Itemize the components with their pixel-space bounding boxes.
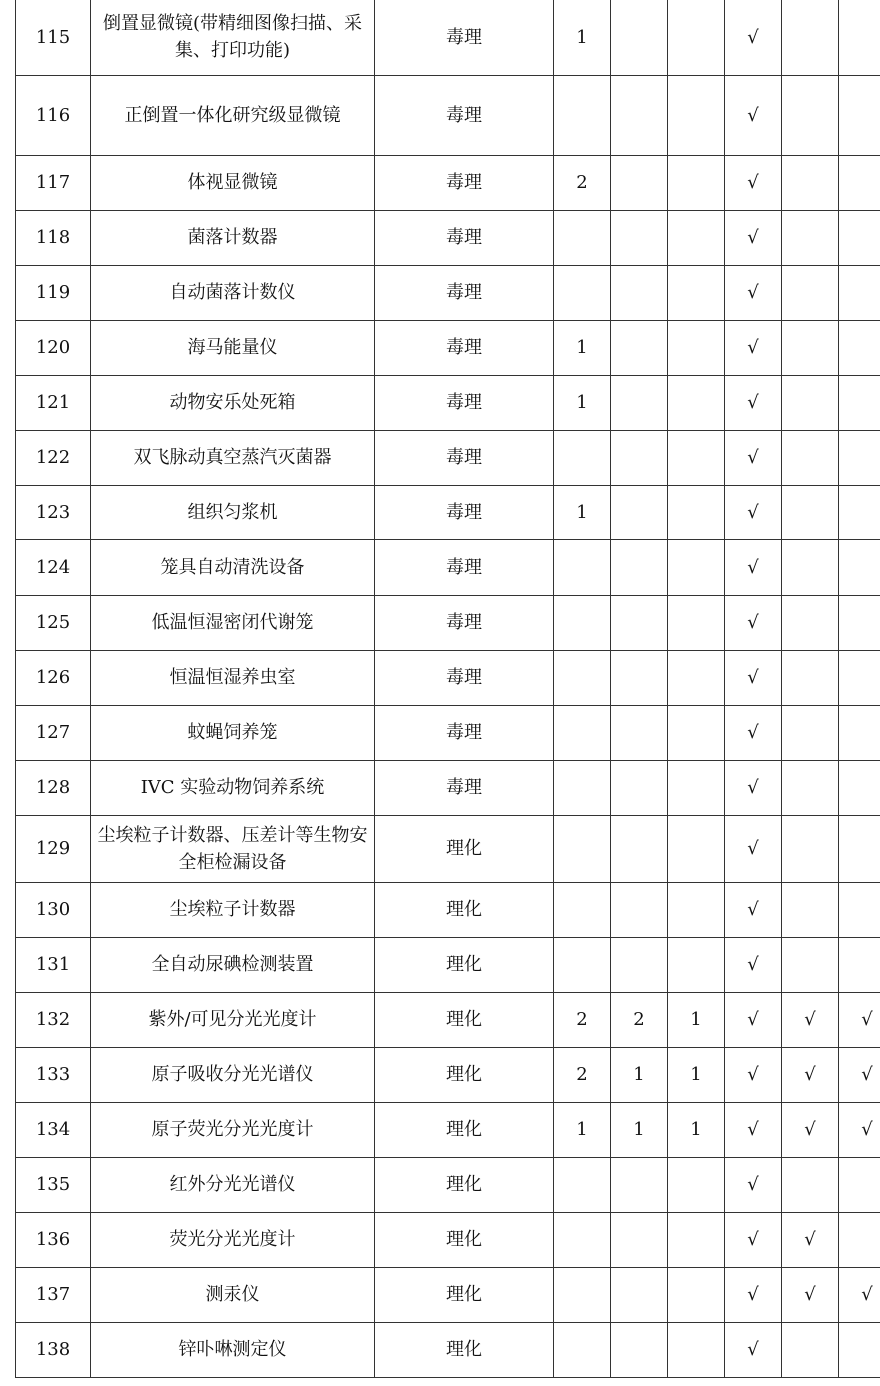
table-row <box>16 992 880 1047</box>
check-cell-2 <box>782 1322 839 1377</box>
row-number-cell: 128 <box>16 760 91 815</box>
count-cell-3 <box>668 1267 725 1322</box>
count-cell-2 <box>611 1157 668 1212</box>
equipment-name-cell: 尘埃粒子计数器、压差计等生物安全柜检漏设备 <box>91 815 375 882</box>
count-cell-2 <box>611 375 668 430</box>
table-row <box>16 1267 880 1322</box>
check-cell-1: √ <box>725 210 782 265</box>
equipment-name-cell: 菌落计数器 <box>91 210 375 265</box>
check-cell-1: √ <box>725 815 782 882</box>
check-cell-2 <box>782 485 839 539</box>
check-cell-3 <box>839 320 880 375</box>
count-cell-2 <box>611 1212 668 1267</box>
check-cell-2 <box>782 539 839 595</box>
equipment-name-cell: 双飞脉动真空蒸汽灭菌器 <box>91 430 375 485</box>
count-cell-3 <box>668 430 725 485</box>
check-cell-2 <box>782 155 839 210</box>
check-cell-3 <box>839 539 880 595</box>
row-number-cell: 117 <box>16 155 91 210</box>
check-cell-2: √ <box>782 1102 839 1157</box>
equipment-name-cell: 笼具自动清洗设备 <box>91 539 375 595</box>
department-cell: 毒理 <box>375 0 554 75</box>
count-cell-2 <box>611 650 668 705</box>
department-cell: 毒理 <box>375 705 554 760</box>
check-cell-1: √ <box>725 937 782 992</box>
department-cell: 毒理 <box>375 760 554 815</box>
count-cell-2 <box>611 155 668 210</box>
count-cell-2 <box>611 595 668 650</box>
row-number-cell: 127 <box>16 705 91 760</box>
equipment-name-cell: 原子吸收分光光谱仪 <box>91 1047 375 1102</box>
count-cell-1: 1 <box>554 1102 611 1157</box>
count-cell-3 <box>668 705 725 760</box>
department-cell: 理化 <box>375 992 554 1047</box>
equipment-name-cell: 红外分光光谱仪 <box>91 1157 375 1212</box>
count-cell-3 <box>668 320 725 375</box>
equipment-name-cell: 动物安乐处死箱 <box>91 375 375 430</box>
row-number-cell: 120 <box>16 320 91 375</box>
check-cell-2 <box>782 265 839 320</box>
count-cell-3 <box>668 0 725 75</box>
check-cell-3 <box>839 0 880 75</box>
count-cell-1 <box>554 595 611 650</box>
check-cell-3 <box>839 155 880 210</box>
department-cell: 毒理 <box>375 650 554 705</box>
check-cell-2 <box>782 882 839 937</box>
department-cell: 理化 <box>375 1102 554 1157</box>
row-number-cell: 124 <box>16 539 91 595</box>
count-cell-1 <box>554 210 611 265</box>
table-row <box>16 1322 880 1377</box>
count-cell-2 <box>611 937 668 992</box>
count-cell-1 <box>554 650 611 705</box>
check-cell-3 <box>839 595 880 650</box>
count-cell-3 <box>668 650 725 705</box>
equipment-name-cell: 锌卟啉测定仪 <box>91 1322 375 1377</box>
check-cell-3 <box>839 882 880 937</box>
check-cell-1: √ <box>725 650 782 705</box>
check-cell-3: √ <box>839 1047 880 1102</box>
equipment-name-cell: 海马能量仪 <box>91 320 375 375</box>
row-number-cell: 136 <box>16 1212 91 1267</box>
check-cell-2 <box>782 0 839 75</box>
check-cell-1: √ <box>725 760 782 815</box>
count-cell-2 <box>611 1267 668 1322</box>
department-cell: 毒理 <box>375 320 554 375</box>
count-cell-3 <box>668 882 725 937</box>
check-cell-1: √ <box>725 265 782 320</box>
count-cell-3 <box>668 1212 725 1267</box>
check-cell-1: √ <box>725 1047 782 1102</box>
row-number-cell: 131 <box>16 937 91 992</box>
count-cell-2 <box>611 210 668 265</box>
count-cell-1: 1 <box>554 0 611 75</box>
count-cell-3 <box>668 539 725 595</box>
row-number-cell: 119 <box>16 265 91 320</box>
check-cell-2 <box>782 430 839 485</box>
equipment-name-cell: 荧光分光光度计 <box>91 1212 375 1267</box>
count-cell-1 <box>554 1322 611 1377</box>
count-cell-3 <box>668 937 725 992</box>
check-cell-2: √ <box>782 992 839 1047</box>
check-cell-2: √ <box>782 1212 839 1267</box>
table-row <box>16 75 880 155</box>
check-cell-2 <box>782 705 839 760</box>
count-cell-1: 1 <box>554 320 611 375</box>
count-cell-2 <box>611 430 668 485</box>
check-cell-3 <box>839 375 880 430</box>
count-cell-1: 1 <box>554 375 611 430</box>
equipment-name-cell: 全自动尿碘检测装置 <box>91 937 375 992</box>
count-cell-2 <box>611 539 668 595</box>
table-row <box>16 0 880 75</box>
table-row <box>16 705 880 760</box>
count-cell-2 <box>611 75 668 155</box>
check-cell-3: √ <box>839 992 880 1047</box>
table-row <box>16 1157 880 1212</box>
count-cell-1 <box>554 539 611 595</box>
row-number-cell: 135 <box>16 1157 91 1212</box>
count-cell-1: 1 <box>554 485 611 539</box>
equipment-table <box>15 0 880 1378</box>
row-number-cell: 132 <box>16 992 91 1047</box>
table-row <box>16 539 880 595</box>
department-cell: 理化 <box>375 1047 554 1102</box>
equipment-name-cell: IVC 实验动物饲养系统 <box>91 760 375 815</box>
row-number-cell: 137 <box>16 1267 91 1322</box>
count-cell-2: 1 <box>611 1102 668 1157</box>
row-number-cell: 126 <box>16 650 91 705</box>
count-cell-2 <box>611 815 668 882</box>
table-row <box>16 375 880 430</box>
check-cell-2 <box>782 320 839 375</box>
check-cell-1: √ <box>725 430 782 485</box>
table-row <box>16 210 880 265</box>
count-cell-3 <box>668 210 725 265</box>
count-cell-2 <box>611 0 668 75</box>
count-cell-3 <box>668 375 725 430</box>
equipment-name-cell: 自动菌落计数仪 <box>91 265 375 320</box>
check-cell-3 <box>839 760 880 815</box>
check-cell-1: √ <box>725 595 782 650</box>
check-cell-3: √ <box>839 1102 880 1157</box>
check-cell-1: √ <box>725 882 782 937</box>
check-cell-2 <box>782 760 839 815</box>
check-cell-3 <box>839 485 880 539</box>
check-cell-1: √ <box>725 155 782 210</box>
count-cell-1 <box>554 430 611 485</box>
row-number-cell: 138 <box>16 1322 91 1377</box>
count-cell-3 <box>668 595 725 650</box>
table-row <box>16 815 880 882</box>
count-cell-1: 2 <box>554 1047 611 1102</box>
table-row <box>16 320 880 375</box>
check-cell-1: √ <box>725 1212 782 1267</box>
check-cell-3 <box>839 75 880 155</box>
equipment-name-cell: 低温恒湿密闭代谢笼 <box>91 595 375 650</box>
check-cell-1: √ <box>725 1322 782 1377</box>
count-cell-1 <box>554 815 611 882</box>
row-number-cell: 130 <box>16 882 91 937</box>
check-cell-2: √ <box>782 1267 839 1322</box>
check-cell-3 <box>839 1212 880 1267</box>
count-cell-2 <box>611 320 668 375</box>
count-cell-1 <box>554 705 611 760</box>
check-cell-3 <box>839 210 880 265</box>
equipment-name-cell: 蚊蝇饲养笼 <box>91 705 375 760</box>
department-cell: 毒理 <box>375 595 554 650</box>
check-cell-1: √ <box>725 0 782 75</box>
check-cell-2 <box>782 595 839 650</box>
check-cell-3 <box>839 815 880 882</box>
count-cell-3 <box>668 760 725 815</box>
department-cell: 毒理 <box>375 155 554 210</box>
check-cell-2 <box>782 1157 839 1212</box>
equipment-table-body <box>16 0 880 1377</box>
check-cell-3 <box>839 705 880 760</box>
count-cell-2 <box>611 1322 668 1377</box>
department-cell: 毒理 <box>375 430 554 485</box>
check-cell-3 <box>839 1322 880 1377</box>
count-cell-1 <box>554 937 611 992</box>
equipment-name-cell: 尘埃粒子计数器 <box>91 882 375 937</box>
count-cell-1: 2 <box>554 992 611 1047</box>
count-cell-2: 1 <box>611 1047 668 1102</box>
count-cell-2 <box>611 882 668 937</box>
check-cell-2 <box>782 815 839 882</box>
table-row <box>16 760 880 815</box>
check-cell-3 <box>839 1157 880 1212</box>
department-cell: 毒理 <box>375 265 554 320</box>
check-cell-1: √ <box>725 485 782 539</box>
check-cell-2 <box>782 75 839 155</box>
row-number-cell: 123 <box>16 485 91 539</box>
equipment-name-cell: 组织匀浆机 <box>91 485 375 539</box>
count-cell-3 <box>668 75 725 155</box>
row-number-cell: 122 <box>16 430 91 485</box>
department-cell: 理化 <box>375 1267 554 1322</box>
equipment-name-cell: 体视显微镜 <box>91 155 375 210</box>
check-cell-1: √ <box>725 1157 782 1212</box>
count-cell-2 <box>611 485 668 539</box>
count-cell-1 <box>554 1157 611 1212</box>
count-cell-3: 1 <box>668 1102 725 1157</box>
department-cell: 毒理 <box>375 375 554 430</box>
table-row <box>16 430 880 485</box>
row-number-cell: 134 <box>16 1102 91 1157</box>
row-number-cell: 116 <box>16 75 91 155</box>
equipment-name-cell: 正倒置一体化研究级显微镜 <box>91 75 375 155</box>
table-row <box>16 595 880 650</box>
check-cell-3 <box>839 937 880 992</box>
department-cell: 理化 <box>375 882 554 937</box>
count-cell-2: 2 <box>611 992 668 1047</box>
department-cell: 理化 <box>375 815 554 882</box>
check-cell-3 <box>839 265 880 320</box>
check-cell-2 <box>782 375 839 430</box>
table-row <box>16 485 880 539</box>
table-row <box>16 155 880 210</box>
department-cell: 毒理 <box>375 210 554 265</box>
department-cell: 理化 <box>375 1322 554 1377</box>
count-cell-3: 1 <box>668 992 725 1047</box>
row-number-cell: 115 <box>16 0 91 75</box>
check-cell-1: √ <box>725 1102 782 1157</box>
check-cell-2 <box>782 937 839 992</box>
equipment-name-cell: 测汞仪 <box>91 1267 375 1322</box>
check-cell-3 <box>839 650 880 705</box>
row-number-cell: 125 <box>16 595 91 650</box>
department-cell: 毒理 <box>375 75 554 155</box>
row-number-cell: 133 <box>16 1047 91 1102</box>
count-cell-3 <box>668 485 725 539</box>
check-cell-2: √ <box>782 1047 839 1102</box>
count-cell-1 <box>554 75 611 155</box>
count-cell-1 <box>554 882 611 937</box>
count-cell-3 <box>668 815 725 882</box>
count-cell-1 <box>554 265 611 320</box>
check-cell-1: √ <box>725 1267 782 1322</box>
check-cell-2 <box>782 650 839 705</box>
count-cell-3 <box>668 1322 725 1377</box>
table-row <box>16 265 880 320</box>
check-cell-3 <box>839 430 880 485</box>
table-row <box>16 1047 880 1102</box>
count-cell-2 <box>611 705 668 760</box>
check-cell-2 <box>782 210 839 265</box>
row-number-cell: 121 <box>16 375 91 430</box>
check-cell-3: √ <box>839 1267 880 1322</box>
department-cell: 理化 <box>375 937 554 992</box>
department-cell: 毒理 <box>375 539 554 595</box>
check-cell-1: √ <box>725 320 782 375</box>
equipment-name-cell: 紫外/可见分光光度计 <box>91 992 375 1047</box>
check-cell-1: √ <box>725 375 782 430</box>
table-row <box>16 882 880 937</box>
check-cell-1: √ <box>725 705 782 760</box>
count-cell-3 <box>668 265 725 320</box>
equipment-name-cell: 倒置显微镜(带精细图像扫描、采集、打印功能) <box>91 0 375 75</box>
department-cell: 毒理 <box>375 485 554 539</box>
count-cell-3 <box>668 1157 725 1212</box>
count-cell-2 <box>611 760 668 815</box>
count-cell-1: 2 <box>554 155 611 210</box>
count-cell-2 <box>611 265 668 320</box>
count-cell-3 <box>668 155 725 210</box>
table-row <box>16 937 880 992</box>
check-cell-1: √ <box>725 539 782 595</box>
check-cell-1: √ <box>725 992 782 1047</box>
check-cell-1: √ <box>725 75 782 155</box>
count-cell-1 <box>554 1267 611 1322</box>
row-number-cell: 118 <box>16 210 91 265</box>
table-row <box>16 650 880 705</box>
equipment-name-cell: 原子荧光分光光度计 <box>91 1102 375 1157</box>
count-cell-1 <box>554 1212 611 1267</box>
table-row <box>16 1102 880 1157</box>
table-row <box>16 1212 880 1267</box>
department-cell: 理化 <box>375 1157 554 1212</box>
count-cell-3: 1 <box>668 1047 725 1102</box>
count-cell-1 <box>554 760 611 815</box>
equipment-name-cell: 恒温恒湿养虫室 <box>91 650 375 705</box>
department-cell: 理化 <box>375 1212 554 1267</box>
row-number-cell: 129 <box>16 815 91 882</box>
